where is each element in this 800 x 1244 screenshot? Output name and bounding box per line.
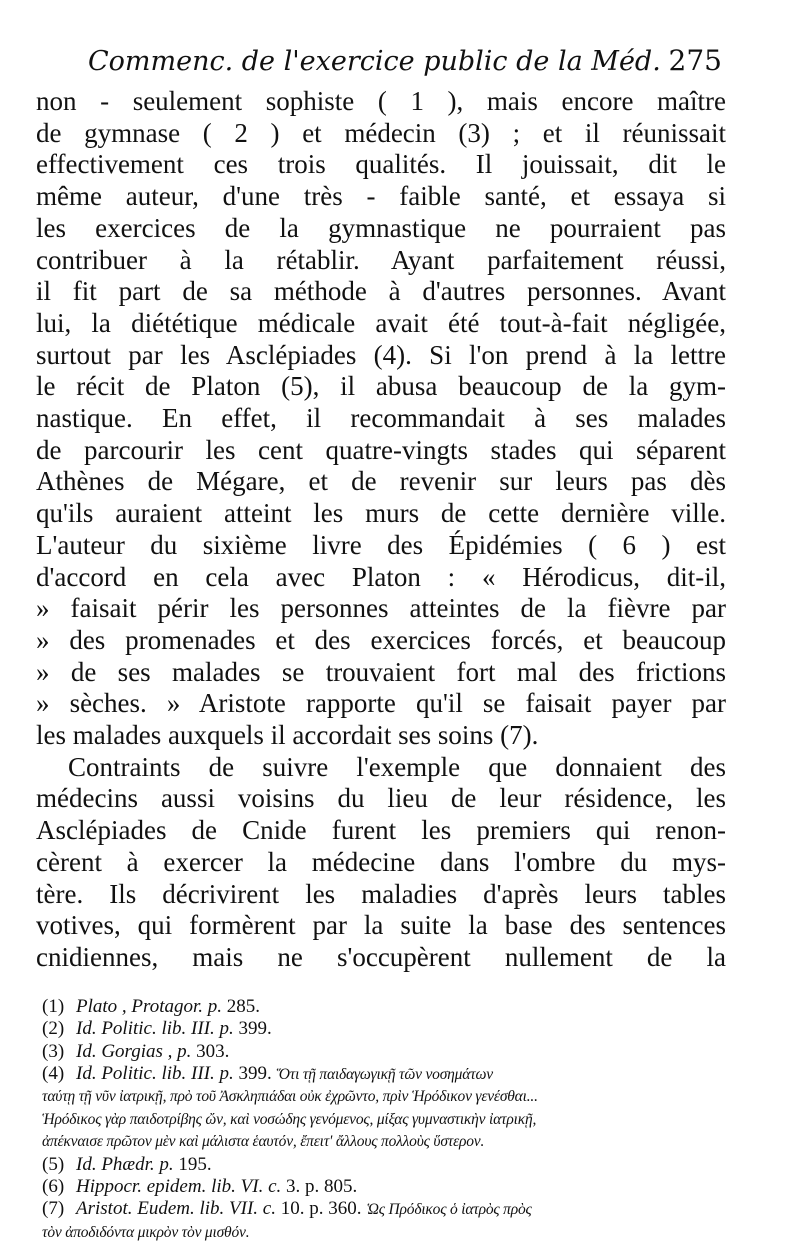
footnotes [36,996,726,1244]
text-line: de parcourir les cent quatre-vingts stades qui séparent [36,434,726,465]
footnote-source: Id. Politic. lib. III. p. [76,1018,234,1040]
footnote-6 [42,1176,726,1198]
text-line: Athènes de Mégare, et de revenir sur leurs pas dès [36,466,726,497]
footnote-source: Id. Gorgias , p. [76,1040,192,1062]
footnote-source: Id. Politic. lib. III. p. [76,1062,234,1084]
page-header [36,44,726,86]
footnote-ref: 3. p. 805. [281,1175,358,1197]
running-title: Commenc. de l'exercice public de la Méd. [88,46,661,77]
footnote-1 [42,996,726,1018]
text-line: effectivement ces trois qualités. Il jouissait, dit le [36,149,726,180]
text-line: cèrent à exercer la médecine dans l'ombre du mys- [36,846,726,877]
footnote-3 [42,1041,726,1063]
text-line: Asclépiades de Cnide furent les premiers qui renon- [36,815,726,846]
text-line: » des promenades et des exercices forcés, et beaucoup [36,624,726,655]
text-line: » sèches. » Aristote rapporte qu'il se faisait payer par [36,688,726,719]
text-line: le récit de Platon (5), il abusa beaucoup de la gym- [36,371,726,402]
footnote-ref: 399. [233,1062,277,1084]
footnote-ref: 195. [173,1153,212,1175]
text-line: L'auteur du sixième livre des Épidémies ( 6 ) est [36,529,726,560]
footnote-4-continuation: ἀπέκναισε πρῶτον μὲν καὶ μάλιστα ἑαυτόν, ἔπειτ' ἄλλους πολλοὺς ὕστερον. [42,1133,485,1151]
body-text [36,86,726,974]
text-line: les exercices de la gymnastique ne pourraient pas [36,212,726,243]
text-line: de gymnase ( 2 ) et médecin (3) ; et il réunissait [36,117,726,148]
page-number: 275 [668,44,722,77]
text-line: votives, qui formèrent par la suite la base des sentences [36,910,726,941]
text-line: Contraints de suivre l'exemple que donnaient des [68,751,726,782]
footnote-number: (2) [42,1018,65,1040]
footnote-ref: 10. p. 360. [276,1198,367,1220]
footnote-greek-quote: Ὡς Πρόδικος ὁ ἰατρὸς πρὸς [366,1201,532,1219]
text-line: même auteur, d'une très - faible santé, et essaya si [36,181,726,212]
text-line: contribuer à la rétablir. Ayant parfaitement réussi, [36,244,726,275]
text-line: » de ses malades se trouvaient fort mal des frictions [36,656,726,687]
text-line: lui, la diététique médicale avait été tout-à-fait négligée, [36,307,726,338]
text-line: les malades auxquels il accordait ses soins (7). [36,720,539,751]
footnote-7-continuation: τὸν ἀποδιδόντα μικρὸν τὸν μισθόν. [42,1223,250,1241]
footnote-number: (3) [42,1040,65,1062]
footnote-source: Hippocr. epidem. lib. VI. c. [76,1175,282,1197]
text-line: nastique. En effet, il recommandait à ses malades [36,403,726,434]
footnote-number: (7) [42,1198,65,1220]
footnote-number: (5) [42,1153,65,1175]
footnote-source: Id. Phædr. p. [76,1153,174,1175]
footnote-greek-quote: Ὅτι τῇ παιδαγωγικῇ τῶν νοσημάτων [276,1065,493,1083]
footnote-ref: 285. [222,995,261,1017]
footnote-number: (1) [42,995,65,1017]
footnote-ref: 303. [191,1040,230,1062]
footnote-ref: 399. [233,1018,272,1040]
text-line: d'accord en cela avec Platon : « Hérodicus, dit-il, [36,561,726,592]
footnote-5 [42,1154,726,1176]
text-line: tère. Ils décrivirent les maladies d'après leurs tables [36,878,726,909]
text-line: il fit part de sa méthode à d'autres personnes. Avant [36,276,726,307]
text-line: qu'ils auraient atteint les murs de cette dernière ville. [36,498,726,529]
text-line: cnidiennes, mais ne s'occupèrent nullement de la [36,941,726,972]
footnote-4 [42,1063,726,1086]
footnote-number: (4) [42,1062,65,1084]
text-line: » faisait périr les personnes atteintes de la fièvre par [36,593,726,624]
text-line: non - seulement sophiste ( 1 ), mais encore maître [36,86,726,116]
footnote-4-continuation: ταύτῃ τῇ νῦν ἰατρικῇ, πρὸ τοῦ Ἀσκληπιάδαι οὐκ ἐχρῶντο, πρὶν Ἡρόδικον γενέσθαι... [42,1088,538,1106]
footnote-source: Aristot. Eudem. lib. VII. c. [76,1198,276,1220]
text-line: surtout par les Asclépiades (4). Si l'on prend à la lettre [36,339,726,370]
book-page [36,44,726,1244]
footnote-number: (6) [42,1175,65,1197]
footnote-4-continuation: Ἡρόδικος γὰρ παιδοτρίβης ὤν, καὶ νοσώδης γενόμενος, μίξας γυμναστικὴν ἰατρικῇ, [42,1110,537,1128]
footnote-source: Plato , Protagor. p. [76,995,223,1017]
text-line: médecins aussi voisins du lieu de leur résidence, les [36,783,726,814]
footnote-2 [42,1018,726,1040]
